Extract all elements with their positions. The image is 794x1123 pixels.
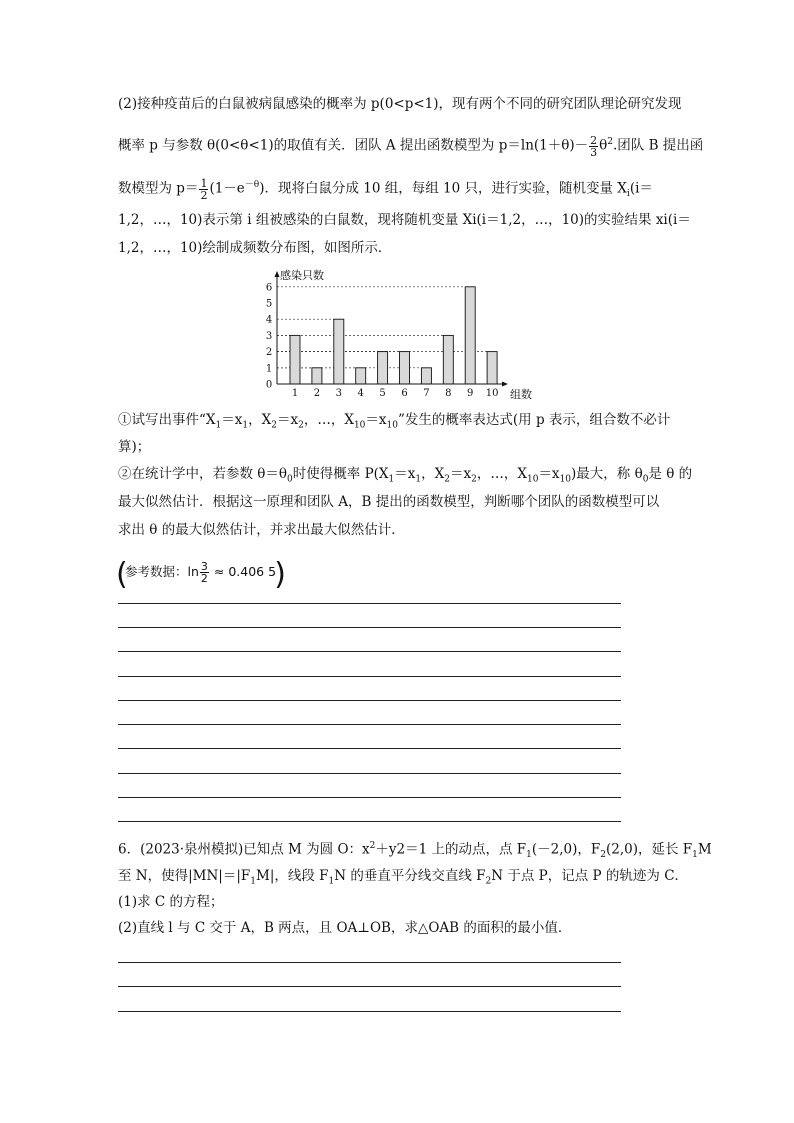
- q5-intro-line5: 1,2，…，10)绘制成频数分布图，如图所示．: [118, 240, 392, 256]
- q6-line4: (2)直线 l 与 C 交于 A，B 两点，且 OA⊥OB，求△OAB 的面积的最小值．: [118, 920, 572, 936]
- q5-intro-line1: (2)接种疫苗后的白鼠被病鼠感染的概率为 p(0<p<1)，现有两个不同的研究团队理论研究发现: [118, 96, 682, 112]
- chart-x-tick-label: 6: [401, 388, 408, 399]
- chart-bar: [378, 352, 388, 384]
- q5-intro-line3: 数模型为 p＝ $\frac{1}{2}$ $(1-e^{-\theta})$．现将白鼠分成 10 组，每组 10 只，进行实验，随机变量 $X_i(i=$: [118, 176, 653, 202]
- answer-line[interactable]: [118, 676, 621, 677]
- fraction-two-thirds: $\frac{2}{3}$: [590, 133, 598, 159]
- q6-line3: (1)求 C 的方程；: [118, 894, 224, 910]
- frequency-bar-chart: [256, 268, 546, 408]
- chart-x-tick-label: 5: [379, 388, 386, 399]
- fraction-three-halves: $\frac{3}{2}$: [200, 560, 208, 585]
- answer-line[interactable]: [118, 627, 621, 628]
- reference-label: 参考数据：ln: [125, 564, 199, 579]
- reference-data: [118, 555, 284, 595]
- reference-value: ≈ 0.406 5: [213, 564, 277, 579]
- chart-x-tick-label: 2: [313, 388, 321, 399]
- q5-subquestion-1-line1: ①试写出事件“$X_1=x_1$，$X_2=x_2$，…，$X_{10}=x_{10}$”发生的概率表达式(用 p 表示，组合数不必计: [118, 412, 671, 431]
- chart-y-tick-label: 2: [265, 347, 273, 359]
- answer-line[interactable]: [118, 651, 621, 652]
- chart-x-tick-label: 8: [445, 388, 452, 399]
- q5-subquestion-1-line2: 算)；: [118, 439, 151, 455]
- chart-x-ticks: [292, 388, 499, 399]
- answer-line[interactable]: [118, 962, 621, 963]
- q5-intro-line2: 概率 p 与参数 θ(0<θ<1)的取值有关．团队 A 提出函数模型为 p＝ln(1＋θ)－ $\frac{2}{3}$ $\theta^2$.团队 B 提出函: [118, 133, 704, 159]
- chart-y-tick-label: 5: [265, 298, 273, 310]
- q5-subquestion-2-line1: ②在统计学中，若参数 $\theta=\theta_0$时使得概率 $P(X_1=x_1$，$X_2=x_2$，…，$X_{10}=x_{10}$)最大，称 $\theta_0$是 θ 的: [118, 466, 693, 485]
- right-paren: ): [274, 557, 286, 592]
- chart-y-tick-label: 0: [265, 379, 273, 391]
- chart-bar: [443, 335, 453, 384]
- chart-y-tick-label: 4: [265, 314, 273, 326]
- q5-subquestion-2-line3: 求出 θ 的最大似然估计，并求出最大似然估计．: [118, 522, 405, 538]
- chart-y-ticks: [266, 282, 272, 390]
- chart-y-tick-label: 1: [265, 363, 273, 375]
- answer-line[interactable]: [118, 1011, 621, 1012]
- chart-bar: [312, 368, 322, 384]
- chart-y-axis-arrow: [275, 271, 280, 277]
- chart-x-tick-label: 1: [291, 388, 299, 399]
- chart-y-tick-label: 3: [265, 330, 273, 342]
- chart-x-tick-label: 3: [335, 388, 342, 399]
- q6-line2: 至 N，使得$|MN|=|F_1M|$，线段 $F_1N$ 的垂直平分线交直线 $F_2N$ 于点 P，记点 P 的轨迹为 C．: [118, 868, 689, 887]
- chart-x-axis-arrow: [502, 382, 508, 387]
- q6-line1: 6．(2023·泉州模拟)已知点 M 为圆 O：$x^2+y2=1$ 上的动点，点 $F_1(-2,0)$，$F_2(2,0)$，延长 $F_1M$: [118, 841, 712, 861]
- chart-bar: [487, 352, 497, 384]
- answer-line[interactable]: [118, 797, 621, 798]
- chart-y-axis-label: 感染只数: [280, 269, 324, 282]
- q5-subquestion-2-line2: 最大似然估计．根据这一原理和团队 A，B 提出的函数模型，判断哪个团队的函数模型可以: [118, 494, 660, 510]
- chart-bar: [421, 368, 431, 384]
- chart-bar: [400, 352, 410, 384]
- answer-line[interactable]: [118, 724, 621, 725]
- fraction-one-half: $\frac{1}{2}$: [200, 176, 208, 202]
- chart-y-tick-label: 6: [265, 282, 273, 294]
- chart-x-tick-label: 9: [467, 388, 474, 399]
- chart-x-tick-label: 7: [423, 388, 430, 399]
- chart-x-tick-label: 10: [485, 388, 499, 399]
- answer-line[interactable]: [118, 603, 621, 604]
- answer-line[interactable]: [118, 773, 621, 774]
- answer-line[interactable]: [118, 986, 621, 987]
- answer-line[interactable]: [118, 700, 621, 701]
- q5-intro-line4: 1,2，…，10)表示第 i 组被感染的白鼠数，现将随机变量 Xi(i＝1,2，…，10)的实验结果 xi(i＝: [118, 212, 691, 228]
- chart-bar: [334, 319, 344, 384]
- left-paren: (: [116, 557, 128, 592]
- chart-bar: [356, 368, 366, 384]
- chart-x-axis-label: 组数: [510, 388, 532, 401]
- chart-bar: [465, 287, 475, 384]
- chart-x-tick-label: 4: [357, 388, 364, 399]
- answer-line[interactable]: [118, 748, 621, 749]
- answer-line[interactable]: [118, 821, 621, 822]
- chart-bar: [290, 335, 300, 384]
